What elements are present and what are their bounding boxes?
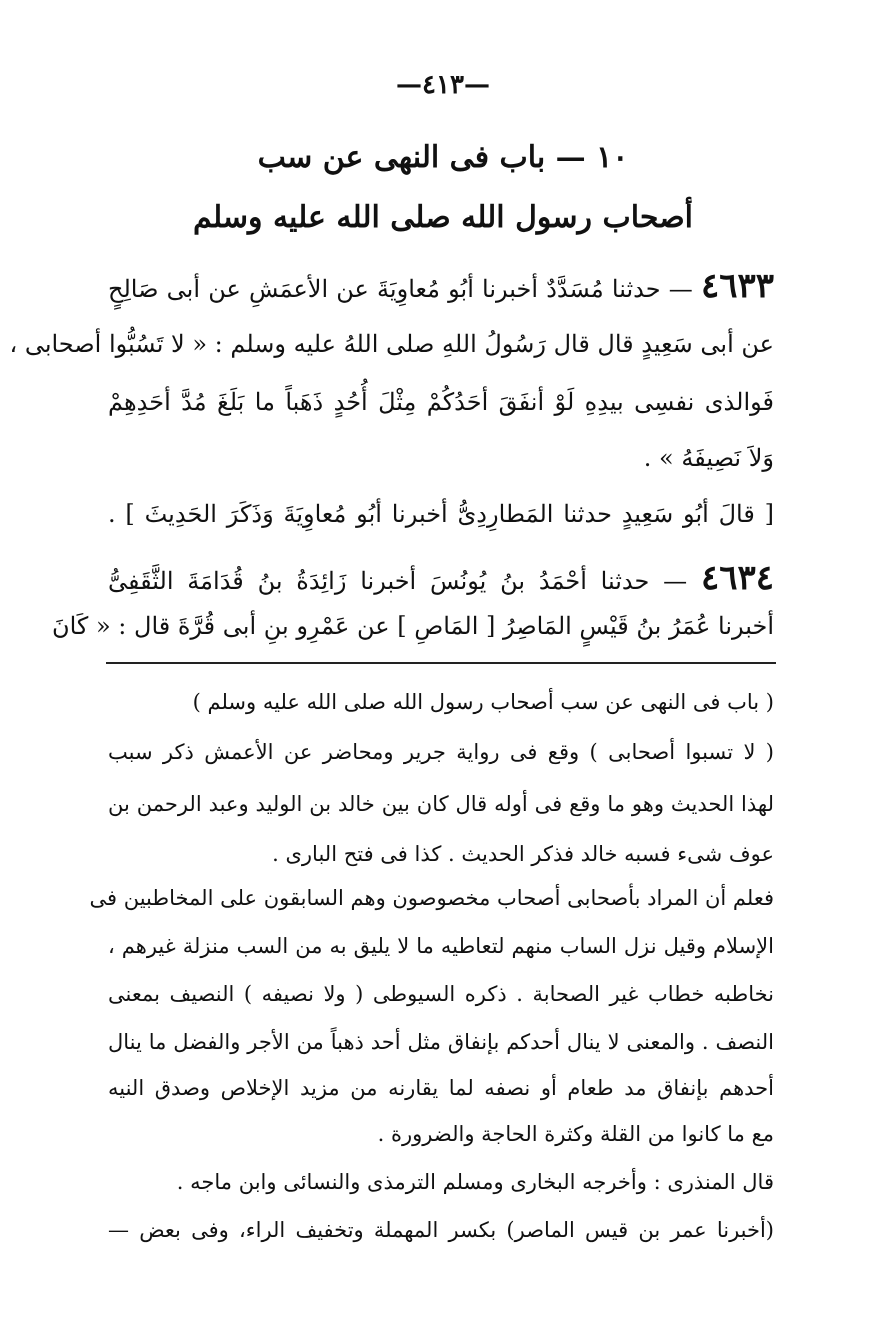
footnote-line: ( لا تسبوا أصحابى ) وقع فى رواية جرير ومحاضر عن الأعمش ذكر سبب	[108, 740, 774, 764]
hadith-number-4633: ٤٦٣٣	[700, 266, 774, 306]
footnote-line: الإسلام وقيل نزل الساب منهم لتعاطيه ما لا يليق به من السب منزلة غيرهم ،	[108, 934, 774, 958]
footnote-line: نخاطبه خطاب غير الصحابة . ذكره السيوطى ( ولا نصيفه ) النصيف بمعنى	[108, 982, 774, 1006]
hadith-4633-line-2: عن أبى سَعِيدٍ قال قال رَسُولُ اللهِ صلى اللهُ عليه وسلم : « لا تَسُبُّوا أصحابى ،	[9, 330, 774, 358]
hadith-4634-text-1: — حدثنا أحْمَدُ بنُ يُونُسَ أخبرنا زَائِدَةُ بنُ قُدَامَةَ الثَّقَفِىُّ	[108, 567, 688, 595]
footnote-divider	[106, 662, 776, 664]
footnote-line: مع ما كانوا من القلة وكثرة الحاجة والضرورة .	[377, 1122, 774, 1146]
chapter-title: ١٠ — باب فى النهى عن سب	[257, 140, 629, 175]
hadith-number-4634: ٤٦٣٤	[700, 558, 774, 598]
footnote-line: (أخبرنا عمر بن قيس الماصر) بكسر المهملة وتخفيف الراء، وفى بعض —	[108, 1218, 774, 1242]
footnote-line: فعلم أن المراد بأصحابى أصحاب مخصوصون وهم السابقون على المخاطبين فى	[89, 886, 774, 910]
hadith-4633-text-1: — حدثنا مُسَدَّدٌ أخبرنا أبُو مُعاوِيَةَ عن الأعمَشِ عن أبى صَالِحٍ	[108, 275, 693, 303]
footnote-line: عوف شىء فسبه خالد فذكر الحديث . كذا فى فتح البارى .	[272, 842, 774, 866]
footnote-line: قال المنذرى : وأخرجه البخارى ومسلم الترمذى والنسائى وابن ماجه .	[176, 1170, 774, 1194]
bracket-note: [ قالَ أبُو سَعِيدٍ حدثنا المَطارِدِىُّ أخبرنا أبُو مُعاوِيَةَ وَذَكَرَ الحَدِيثَ ] .	[108, 500, 774, 528]
footnote-line: ( باب فى النهى عن سب أصحاب رسول الله صلى الله عليه وسلم )	[192, 690, 774, 714]
page-number: —٤١٣—	[396, 70, 490, 100]
hadith-4634-line-1	[108, 558, 774, 599]
chapter-subtitle: أصحاب رسول الله صلى الله عليه وسلم	[192, 200, 694, 235]
footnote-line: النصف . والمعنى لا ينال أحدكم بإنفاق مثل أحد ذهباً من الأجر والفضل ما ينال	[108, 1030, 774, 1054]
footnote-line: لهذا الحديث وهو ما وقع فى أوله قال كان بين خالد بن الوليد وعبد الرحمن بن	[108, 792, 774, 816]
hadith-4633-line-3: فَوالذى نفسِى بيدِهِ لَوْ أنفَقَ أحَدُكُمْ مِثْلَ أُحُدٍ ذَهَباً ما بَلَغَ مُدَّ أحَدِهِمْ	[108, 388, 774, 416]
hadith-4634-line-2: أخبرنا عُمَرُ بنُ قَيْسٍ المَاصِرُ [ المَاصِ ] عن عَمْرِو بنِ أبى قُرَّةَ قال : « كَانَ	[51, 612, 774, 640]
hadith-4633-line-4: وَلاَ نَصِيفَهُ » .	[643, 444, 774, 472]
hadith-4633-line-1	[108, 266, 774, 307]
footnote-line: أحدهم بإنفاق مد طعام أو نصفه لما يقارنه من مزيد الإخلاص وصدق النيه	[108, 1076, 774, 1100]
